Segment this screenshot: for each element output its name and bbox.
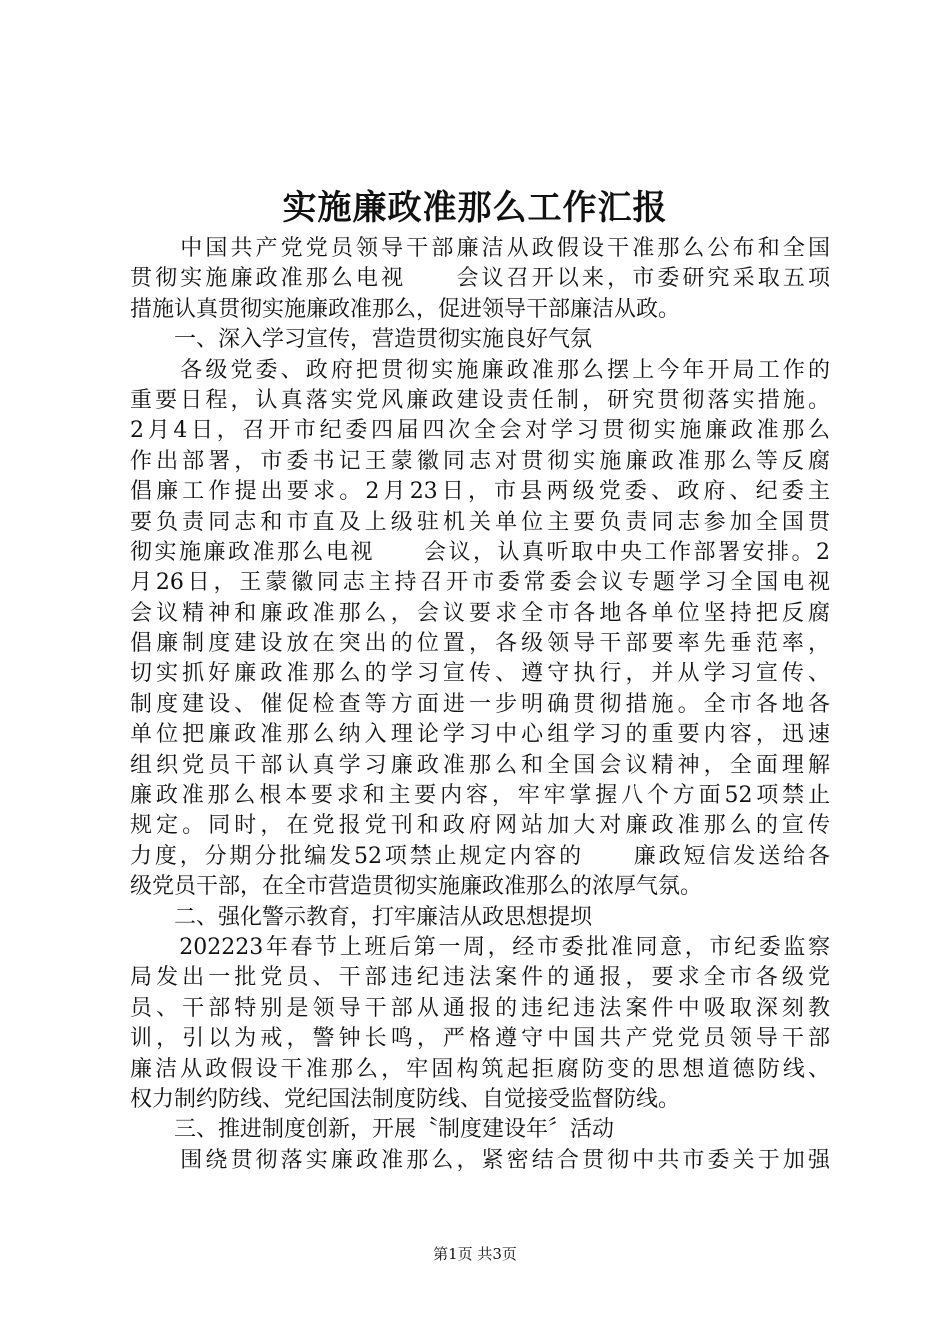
body-line: 廉政准那么根本要求和主要内容，牢牢掌握八个方面52项禁止 [130,783,830,809]
body-line: 措施认真贯彻实施廉政准那么，促进领导干部廉洁从政。 [130,296,681,322]
body-line: 规定。同时，在党报党刊和政府网站加大对廉政准那么的宣传 [130,813,830,839]
section-heading: 三、推进制度创新，开展〝制度建设年〞活动 [130,1117,615,1143]
body-line: 局发出一批党员、干部违纪违法案件的通报，要求全市各级党 [130,965,830,991]
body-line: 级党员干部，在全市营造贯彻实施廉政准那么的浓厚气氛。 [130,874,703,900]
body-line: 中国共产党党员领导干部廉洁从政假设干准那么公布和全国 [130,236,830,261]
body-line: 重要日程，认真落实党风廉政建设责任制，研究贯彻落实措施。 [130,387,830,413]
section-heading: 一、深入学习宣传，营造贯彻实施良好气氛 [130,327,593,353]
page-footer: 第1页 共3页 [433,1245,517,1263]
body-line: 权力制约防线、党纪国法制度防线、自觉接受监督防线。 [130,1086,681,1112]
body-line: 单位把廉政准那么纳入理论学习中心组学习的重要内容，迅速 [130,722,830,748]
body-line: 倡廉制度建设放在突出的位置，各级领导干部要率先垂范率， [130,631,830,657]
body-line: 围绕贯彻落实廉政准那么，紧密结合贯彻中共市委关于加强 [130,1147,830,1173]
body-line: 训，引以为戒，警钟长鸣，严格遵守中国共产党党员领导干部 [130,1026,830,1052]
body-line: 2月4日，召开市纪委四届四次全会对学习贯彻实施廉政准那么 [130,418,830,444]
body-line: 月26日，王蒙徽同志主持召开市委常委会议专题学习全国电视 [130,570,830,596]
body-line: 员、干部特别是领导干部从通报的违纪违法案件中吸取深刻教 [130,995,830,1021]
body-line: 贯彻实施廉政准那么电视 会议召开以来，市委研究采取五项 [130,266,830,292]
body-line: 会议精神和廉政准那么，会议要求全市各地各单位坚持把反腐 [130,600,830,626]
body-line: 要负责同志和市直及上级驻机关单位主要负责同志参加全国贯 [130,509,830,535]
section-heading: 二、强化警示教育，打牢廉洁从政思想提坝 [130,904,593,930]
body-line: 倡廉工作提出要求。2月23日，市县两级党委、政府、纪委主 [130,479,830,505]
body-line: 组织党员干部认真学习廉政准那么和全国会议精神，全面理解 [130,752,830,778]
document-body [130,234,830,1176]
body-line: 彻实施廉政准那么电视 会议，认真听取中央工作部署安排。2 [130,539,830,565]
body-line: 切实抓好廉政准那么的学习宣传、遵守执行，并从学习宣传、 [130,661,830,687]
body-line: 202223年春节上班后第一周，经市委批准同意，市纪委监察 [130,934,830,960]
body-line: 作出部署，市委书记王蒙徽同志对贯彻实施廉政准那么等反腐 [130,448,830,474]
body-line: 各级党委、政府把贯彻实施廉政准那么摆上今年开局工作的 [130,357,830,383]
body-line: 力度，分期分批编发52项禁止规定内容的 廉政短信发送给各 [130,843,830,869]
body-line: 廉洁从政假设干准那么，牢固构筑起拒腐防变的思想道德防线、 [130,1056,830,1082]
body-line: 制度建设、催促检查等方面进一步明确贯彻措施。全市各地各 [130,691,830,717]
document-title: 实施廉政准那么工作汇报 [282,188,668,228]
